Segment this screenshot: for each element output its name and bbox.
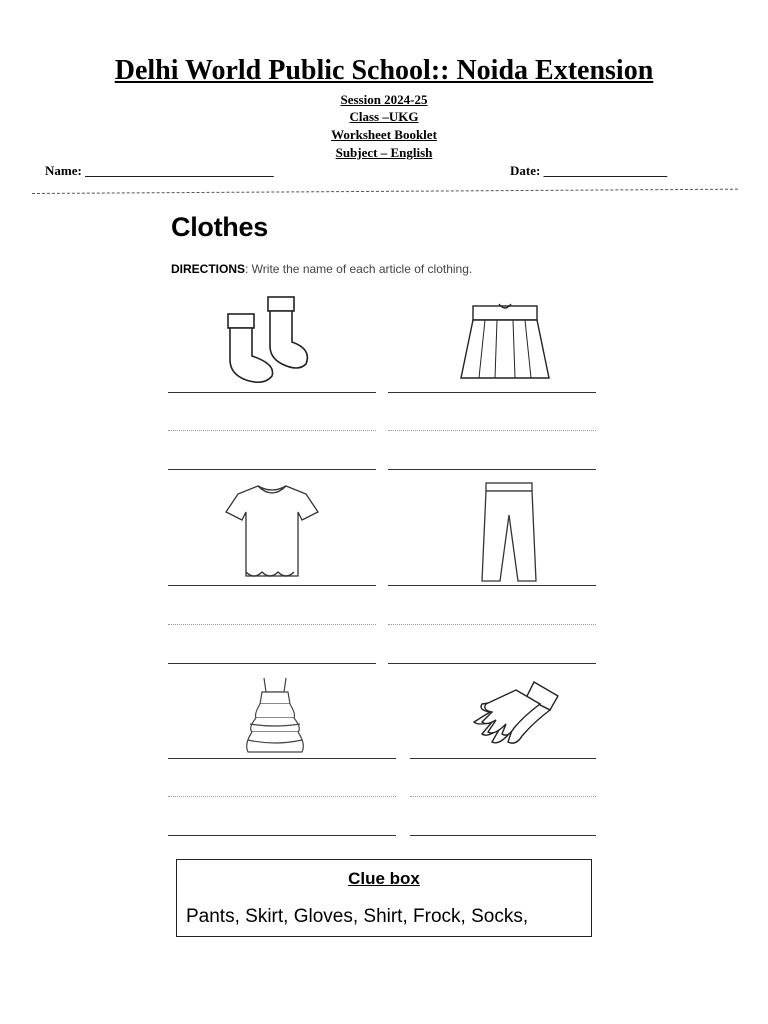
school-title: Delhi World Public School:: Noida Extension [114, 55, 654, 86]
writing-guide [168, 624, 376, 625]
writing-line[interactable] [410, 758, 596, 759]
clue-box [176, 859, 592, 937]
clue-box-title: Clue box [348, 869, 420, 888]
class-label: Class –UKG [349, 109, 419, 124]
writing-line[interactable] [388, 392, 596, 393]
directions [171, 262, 472, 276]
writing-guide [168, 430, 376, 431]
gloves-icon [464, 676, 564, 756]
subject-label: Subject – English [335, 145, 433, 160]
session-label: Session 2024-25 [340, 92, 428, 107]
worksheet-title: Clothes [171, 212, 268, 242]
writing-line[interactable] [168, 758, 396, 759]
writing-guide [410, 796, 596, 797]
writing-line[interactable] [168, 469, 376, 470]
directions-label: DIRECTIONS [171, 262, 246, 276]
writing-line[interactable] [168, 835, 396, 836]
writing-line[interactable] [388, 663, 596, 664]
writing-line[interactable] [388, 585, 596, 586]
writing-line[interactable] [168, 585, 376, 586]
frock-icon [244, 674, 306, 758]
writing-line[interactable] [410, 835, 596, 836]
writing-guide [388, 430, 596, 431]
writing-line[interactable] [168, 663, 376, 664]
name-field[interactable]: Name: _____________________________ [45, 163, 274, 178]
clue-box-words: Pants, Skirt, Gloves, Shirt, Frock, Socks, [186, 906, 529, 927]
pants-icon [478, 479, 540, 585]
writing-guide [168, 796, 396, 797]
shirt-icon [222, 480, 322, 584]
writing-line[interactable] [388, 469, 596, 470]
writing-guide [388, 624, 596, 625]
date-field[interactable]: Date: ___________________ [510, 163, 668, 178]
skirt-icon [455, 300, 555, 390]
directions-text: : Write the name of each article of clothing. [245, 262, 473, 276]
cut-line [32, 189, 738, 194]
booklet-label: Worksheet Booklet [331, 127, 437, 142]
socks-icon [220, 294, 315, 389]
writing-line[interactable] [168, 392, 376, 393]
